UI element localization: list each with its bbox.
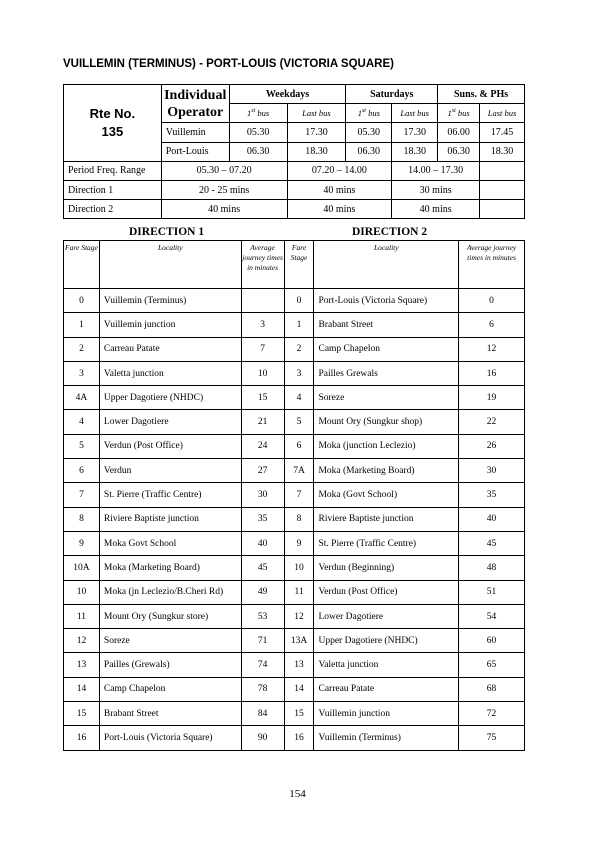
period-row (64, 161, 525, 180)
avg-time-header: Average journey times in minutes (241, 241, 284, 289)
fare-stage-cell: 3 (64, 361, 100, 385)
time-cell: 45 (459, 531, 525, 555)
locality-cell: Upper Dagotiere (NHDC) (314, 629, 459, 653)
saturdays-header: Saturdays (346, 85, 438, 104)
time-cell: 35 (241, 507, 284, 531)
fare-stage-cell: 13A (284, 629, 314, 653)
fare-stage-cell: 8 (284, 507, 314, 531)
locality-cell: Verdun (Post Office) (99, 434, 241, 458)
route-cell (64, 85, 162, 162)
locality-cell: Pailles (Grewals) (99, 653, 241, 677)
locality-cell: Valetta junction (314, 653, 459, 677)
locality-cell: Moka (Govt School) (314, 483, 459, 507)
locality-cell: Camp Chapelon (314, 337, 459, 361)
locality-cell: Moka Govt School (99, 531, 241, 555)
direction2-title: DIRECTION 2 (352, 226, 428, 238)
table-row (64, 604, 525, 628)
fare-stage-cell: 4A (64, 386, 100, 410)
locality-cell: Riviere Baptiste junction (99, 507, 241, 531)
locality-cell: Vuillemin (Terminus) (314, 726, 459, 750)
locality-cell: Brabant Street (314, 313, 459, 337)
operator-line2: Operator (167, 104, 224, 120)
locality-cell: Mount Ory (Sungkur shop) (314, 410, 459, 434)
time-cell: 35 (459, 483, 525, 507)
table-row (64, 289, 525, 313)
time-cell: 6 (459, 313, 525, 337)
locality-cell: Riviere Baptiste junction (314, 507, 459, 531)
time-cell: 7 (241, 337, 284, 361)
operator-cell (161, 85, 229, 123)
locality-cell: Mount Ory (Sungkur store) (99, 604, 241, 628)
page-title: VUILLEMIN (TERMINUS) - PORT-LOUIS (VICTORIA SQUARE) (63, 58, 394, 70)
time-cell: 0 (459, 289, 525, 313)
period-value: 07.20 – 14.00 (287, 161, 392, 180)
time-cell: 54 (459, 604, 525, 628)
locality-header: Locality (99, 241, 241, 289)
time-cell: 18.30 (287, 142, 346, 161)
table-row (64, 726, 525, 750)
route-number: 135 (101, 123, 124, 139)
table-row (64, 629, 525, 653)
time-cell: 74 (241, 653, 284, 677)
fare-stage-cell: 15 (284, 702, 314, 726)
time-cell: 19 (459, 386, 525, 410)
fare-stage-cell: 10 (284, 556, 314, 580)
time-cell: 53 (241, 604, 284, 628)
frequency-value: 40 mins (161, 200, 287, 219)
locality-cell: Vuillemin junction (99, 313, 241, 337)
time-cell: 48 (459, 556, 525, 580)
time-cell: 17.30 (287, 123, 346, 142)
locality-cell: Carreau Patate (314, 677, 459, 701)
locality-cell: St. Pierre (Traffic Centre) (99, 483, 241, 507)
time-cell: 05.30 (229, 123, 287, 142)
avg-time-header: Average journey times in minutes (459, 241, 525, 289)
locality-cell: Moka (Marketing Board) (314, 459, 459, 483)
summary-table (63, 84, 525, 219)
time-cell: 75 (459, 726, 525, 750)
table-row (64, 434, 525, 458)
fare-stage-cell: 6 (284, 434, 314, 458)
fare-stage-cell: 0 (64, 289, 100, 313)
locality-cell: Soreze (314, 386, 459, 410)
time-cell: 06.30 (438, 142, 480, 161)
table-row (64, 531, 525, 555)
fare-stage-cell: 2 (64, 337, 100, 361)
locality-cell: Moka (junction Leclezio) (314, 434, 459, 458)
fare-stage-cell: 9 (64, 531, 100, 555)
table-row (64, 507, 525, 531)
time-cell: 40 (241, 531, 284, 555)
locality-cell: Upper Dagotiere (NHDC) (99, 386, 241, 410)
time-cell: 72 (459, 702, 525, 726)
time-cell: 71 (241, 629, 284, 653)
period-label: Period Freq. Range (64, 161, 162, 180)
time-cell: 18.30 (392, 142, 438, 161)
fare-stage-cell: 12 (64, 629, 100, 653)
locality-cell: Moka (jn Leclezio/B.Cheri Rd) (99, 580, 241, 604)
table-row (64, 361, 525, 385)
locality-header: Locality (314, 241, 459, 289)
table-row (64, 702, 525, 726)
fare-stage-cell: 10A (64, 556, 100, 580)
frequency-value: 20 - 25 mins (161, 180, 287, 199)
time-cell: 84 (241, 702, 284, 726)
last-bus-header: Last bus (392, 104, 438, 123)
fare-stage-cell: 14 (64, 677, 100, 701)
departure-place: Vuillemin (161, 123, 229, 142)
fare-stage-cell: 13 (64, 653, 100, 677)
locality-cell: Moka (Marketing Board) (99, 556, 241, 580)
time-cell: 65 (459, 653, 525, 677)
locality-cell: St. Pierre (Traffic Centre) (314, 531, 459, 555)
period-value (480, 161, 525, 180)
locality-cell: Carreau Patate (99, 337, 241, 361)
locality-cell: Lower Dagotiere (99, 410, 241, 434)
direction2-label: Direction 2 (64, 200, 162, 219)
direction1-frequency-row (64, 180, 525, 199)
table-row (64, 580, 525, 604)
first-bus-header: 1st bus (346, 104, 392, 123)
fare-stage-cell: 9 (284, 531, 314, 555)
fare-stage-cell: 5 (64, 434, 100, 458)
time-cell: 51 (459, 580, 525, 604)
locality-cell: Valetta junction (99, 361, 241, 385)
fare-stage-cell: 14 (284, 677, 314, 701)
locality-cell: Pailles Grewals (314, 361, 459, 385)
period-value: 05.30 – 07.20 (161, 161, 287, 180)
time-cell: 3 (241, 313, 284, 337)
time-cell: 40 (459, 507, 525, 531)
locality-cell: Port-Louis (Victoria Square) (99, 726, 241, 750)
fare-stage-cell: 5 (284, 410, 314, 434)
time-cell: 16 (459, 361, 525, 385)
last-bus-header: Last bus (480, 104, 525, 123)
last-bus-header: Last bus (287, 104, 346, 123)
direction2-frequency-row (64, 200, 525, 219)
period-value: 14.00 – 17.30 (392, 161, 480, 180)
locality-cell: Verdun (99, 459, 241, 483)
time-cell: 45 (241, 556, 284, 580)
frequency-value: 30 mins (392, 180, 480, 199)
direction1-title: DIRECTION 1 (129, 226, 205, 238)
fare-stage-cell: 0 (284, 289, 314, 313)
table-row (64, 677, 525, 701)
time-cell: 30 (459, 459, 525, 483)
fare-stage-cell: 4 (284, 386, 314, 410)
fare-stage-cell: 7 (284, 483, 314, 507)
locality-cell: Verdun (Beginning) (314, 556, 459, 580)
time-cell: 27 (241, 459, 284, 483)
fare-stage-cell: 10 (64, 580, 100, 604)
time-cell: 05.30 (346, 123, 392, 142)
fare-stage-cell: 8 (64, 507, 100, 531)
table-row (64, 410, 525, 434)
time-cell: 26 (459, 434, 525, 458)
time-cell (241, 289, 284, 313)
time-cell: 17.45 (480, 123, 525, 142)
time-cell: 24 (241, 434, 284, 458)
table-row (64, 313, 525, 337)
time-cell: 78 (241, 677, 284, 701)
frequency-value: 40 mins (287, 200, 392, 219)
fare-stage-cell: 15 (64, 702, 100, 726)
time-cell: 21 (241, 410, 284, 434)
sundays-header: Suns. & PHs (438, 85, 525, 104)
fare-stage-cell: 2 (284, 337, 314, 361)
time-cell: 49 (241, 580, 284, 604)
table-row (64, 653, 525, 677)
time-cell: 10 (241, 361, 284, 385)
operator-line1: Individual (164, 87, 227, 103)
page-number: 154 (289, 788, 306, 800)
table-row (64, 337, 525, 361)
fare-stage-cell: 11 (284, 580, 314, 604)
table-row (64, 483, 525, 507)
first-bus-header: 1st bus (229, 104, 287, 123)
locality-cell: Port-Louis (Victoria Square) (314, 289, 459, 313)
fare-stage-cell: 16 (64, 726, 100, 750)
time-cell: 17.30 (392, 123, 438, 142)
direction1-label: Direction 1 (64, 180, 162, 199)
locality-cell: Soreze (99, 629, 241, 653)
frequency-value: 40 mins (287, 180, 392, 199)
locality-cell: Camp Chapelon (99, 677, 241, 701)
time-cell: 15 (241, 386, 284, 410)
locality-cell: Lower Dagotiere (314, 604, 459, 628)
route-label: Rte No. (89, 105, 136, 121)
fare-stage-cell: 3 (284, 361, 314, 385)
locality-cell: Verdun (Post Office) (314, 580, 459, 604)
fare-stage-header: Fare Stage (64, 241, 100, 289)
locality-cell: Vuillemin (Terminus) (99, 289, 241, 313)
time-cell: 06.30 (229, 142, 287, 161)
time-cell: 12 (459, 337, 525, 361)
fare-stage-cell: 13 (284, 653, 314, 677)
fare-stage-cell: 4 (64, 410, 100, 434)
time-cell: 60 (459, 629, 525, 653)
fare-stage-cell: 1 (284, 313, 314, 337)
time-cell: 90 (241, 726, 284, 750)
fare-stage-cell: 11 (64, 604, 100, 628)
time-cell: 06.00 (438, 123, 480, 142)
table-row (64, 459, 525, 483)
table-row (64, 556, 525, 580)
fare-stage-header: Fare Stage (284, 241, 314, 289)
table-row (64, 386, 525, 410)
fare-stage-cell: 12 (284, 604, 314, 628)
locality-cell: Brabant Street (99, 702, 241, 726)
frequency-value: 40 mins (392, 200, 480, 219)
fare-stage-cell: 7 (64, 483, 100, 507)
fare-stage-cell: 16 (284, 726, 314, 750)
time-cell: 22 (459, 410, 525, 434)
time-cell: 06.30 (346, 142, 392, 161)
stages-table (63, 240, 525, 751)
weekdays-header: Weekdays (229, 85, 346, 104)
locality-cell: Vuillemin junction (314, 702, 459, 726)
first-bus-header: 1st bus (438, 104, 480, 123)
fare-stage-cell: 1 (64, 313, 100, 337)
time-cell: 30 (241, 483, 284, 507)
frequency-value (480, 200, 525, 219)
time-cell: 18.30 (480, 142, 525, 161)
frequency-value (480, 180, 525, 199)
departure-place: Port-Louis (161, 142, 229, 161)
fare-stage-cell: 7A (284, 459, 314, 483)
time-cell: 68 (459, 677, 525, 701)
fare-stage-cell: 6 (64, 459, 100, 483)
